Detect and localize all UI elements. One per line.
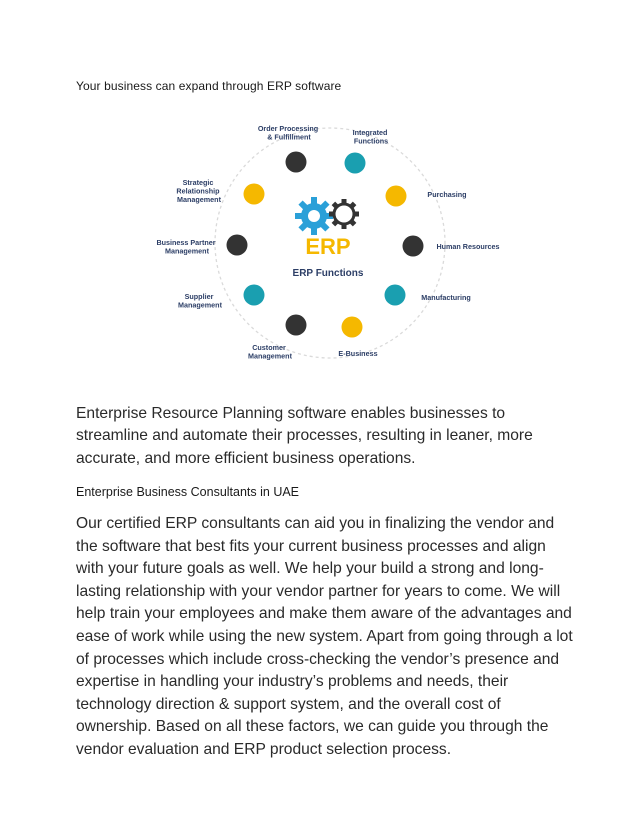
label-manufacturing: Manufacturing [421,293,471,302]
label-human-resources: Human Resources [436,242,500,251]
center-erp-subtitle: ERP Functions [292,268,364,279]
node-human-resources [403,236,424,257]
gear-icon [295,197,333,235]
label-e-business: E-Business [338,349,378,358]
node-strategic-relationship-management [244,184,265,205]
body-paragraph: Our certified ERP consultants can aid you in finalizing the vendor and the software that best fits your current business processes and align with your future goals as well. We help your build a strong and long-lasting relationship with your vendor partner for years to come. We will help train your employees and make them aware of the advantages and ease of work while using the new system. Apart from going through a lot of processes which include cross-checking the vendor’s presence and expertise in handling your industry’s problems and needs, their technology direction & support system, and the overall cost of ownership. Based on all these factors, we can guide you through the vendor evaluation and ERP product selection process. [76,515,573,758]
label-order-processing: Order Processing & Fulfillment [257,124,319,142]
label-business-partner-management: Business Partner Management [156,238,216,256]
label-strategic-relationship-management: Strategic Relationship Management [176,178,221,204]
node-business-partner-management [227,235,248,256]
center-erp-title: ERP [305,234,351,259]
node-supplier-management [244,285,265,306]
section-subheading: Enterprise Business Consultants in UAE [76,485,300,499]
gear-outline-icon [329,199,359,229]
node-purchasing [386,186,407,207]
intro-paragraph: Enterprise Resource Planning software enables businesses to streamline and automate their processes, resulting in leaner, more accurate, and more efficient business operations. [76,405,533,467]
label-purchasing: Purchasing [427,190,467,199]
node-order-processing [286,152,307,173]
node-customer-management [286,315,307,336]
label-integrated-functions: Integrated Functions [352,128,389,146]
node-manufacturing [385,285,406,306]
label-supplier-management: Supplier Management [178,292,222,310]
node-e-business [342,317,363,338]
label-customer-management: Customer Management [248,343,292,361]
erp-functions-diagram [150,118,510,370]
node-integrated-functions [345,153,366,174]
page-heading: Your business can expand through ERP software [76,79,342,93]
